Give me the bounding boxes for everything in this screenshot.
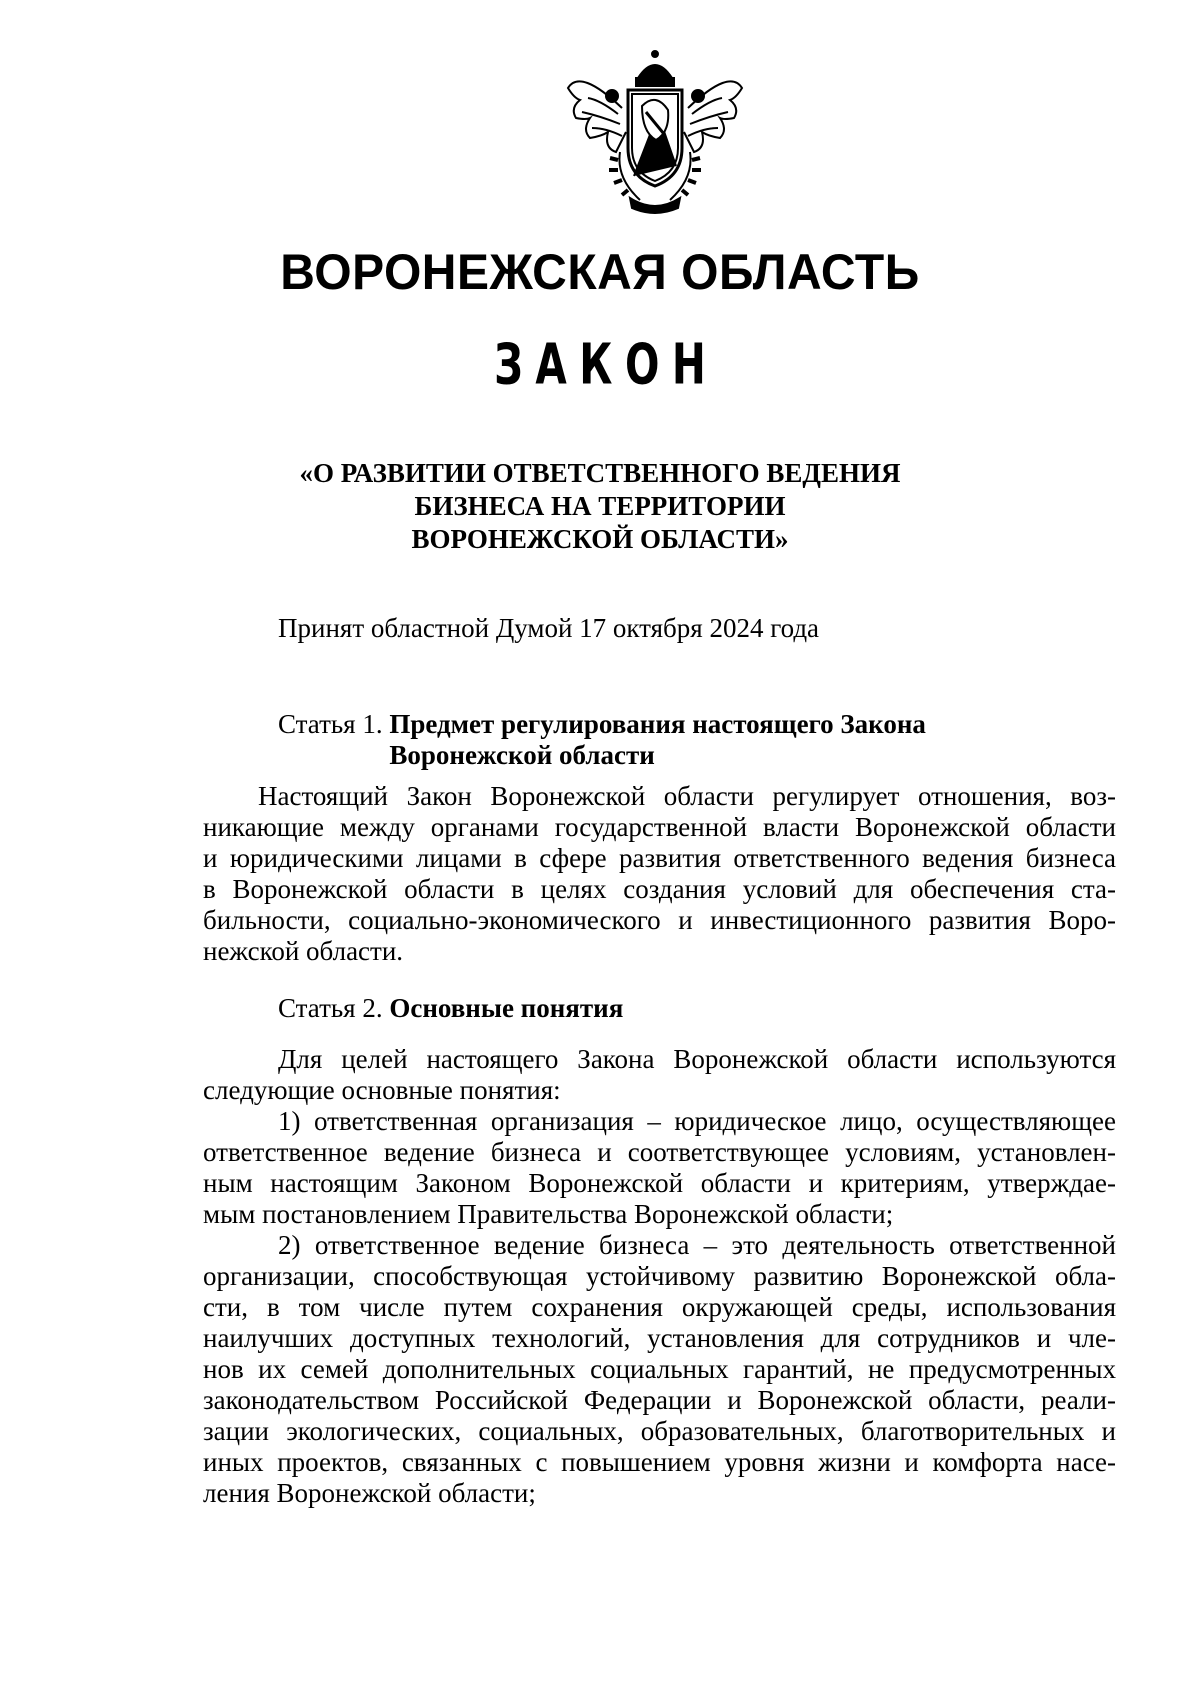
definition-item-2: 2) ответственное ведение бизнеса – это деятельность ответственной организации, способствующая устойчивому развитию Воронежской обла- сти, в том числе путем сохранения окружающей среды, использования наилучших доступных технологий, установления для сотрудников и чле- нов их семей дополнительных социальных гарантий, не предусмотренных законодательством Российской Федерации и Воронежской области, реали- зации экологических, социальных, образовательных, благотворительных и иных проектов, связанных с повышением уровня жизни и комфорта насе- ления Воронежской области; — [203, 1230, 1116, 1508]
law-title — [0, 457, 1200, 556]
article-title: Предмет регулирования настоящего Закона Воронежской области — [389, 709, 926, 770]
article-2 — [203, 993, 1116, 1509]
article-1 — [203, 709, 1116, 967]
document-type: ЗАКОН — [494, 332, 719, 398]
definition-item-1: 1) ответственная организация – юридическое лицо, осуществляющее ответственное ведение бизнеса и соответствующее условиям, установлен- ным настоящим Законом Воронежской области и критериям, утверждае- мым постановлением Правительства Воронежской области; — [203, 1106, 1116, 1229]
article-label: Статья 2. — [278, 993, 390, 1023]
article-2-heading — [203, 993, 1116, 1024]
region-name: ВОРОНЕЖСКАЯ ОБЛАСТЬ — [280, 244, 920, 301]
coat-of-arms-icon — [560, 48, 750, 218]
law-title-line: «О РАЗВИТИИ ОТВЕТСТВЕННОГО ВЕДЕНИЯ — [299, 458, 901, 488]
article-title: Основные понятия — [389, 993, 624, 1023]
adoption-note: Принят областной Думой 17 октября 2024 года — [278, 613, 820, 643]
law-title-line: ВОРОНЕЖСКОЙ ОБЛАСТИ» — [411, 524, 789, 554]
law-title-line: БИЗНЕСА НА ТЕРРИТОРИИ — [414, 491, 786, 521]
article-1-paragraph: Настоящий Закон Воронежской области регулирует отношения, воз- никающие между органами государственной власти Воронежской области и юридическими лицами в сфере развития ответственного ведения бизнеса в Воронежской области в целях создания условий для обеспечения ста- бильности, социально-экономического и инвестиционного развития Воро- нежской области. — [203, 781, 1116, 966]
article-1-heading — [203, 709, 1116, 771]
article-label: Статья 1. — [278, 709, 390, 739]
article-2-intro: Для целей настоящего Закона Воронежской области используются следующие основные понятия: — [203, 1044, 1116, 1105]
